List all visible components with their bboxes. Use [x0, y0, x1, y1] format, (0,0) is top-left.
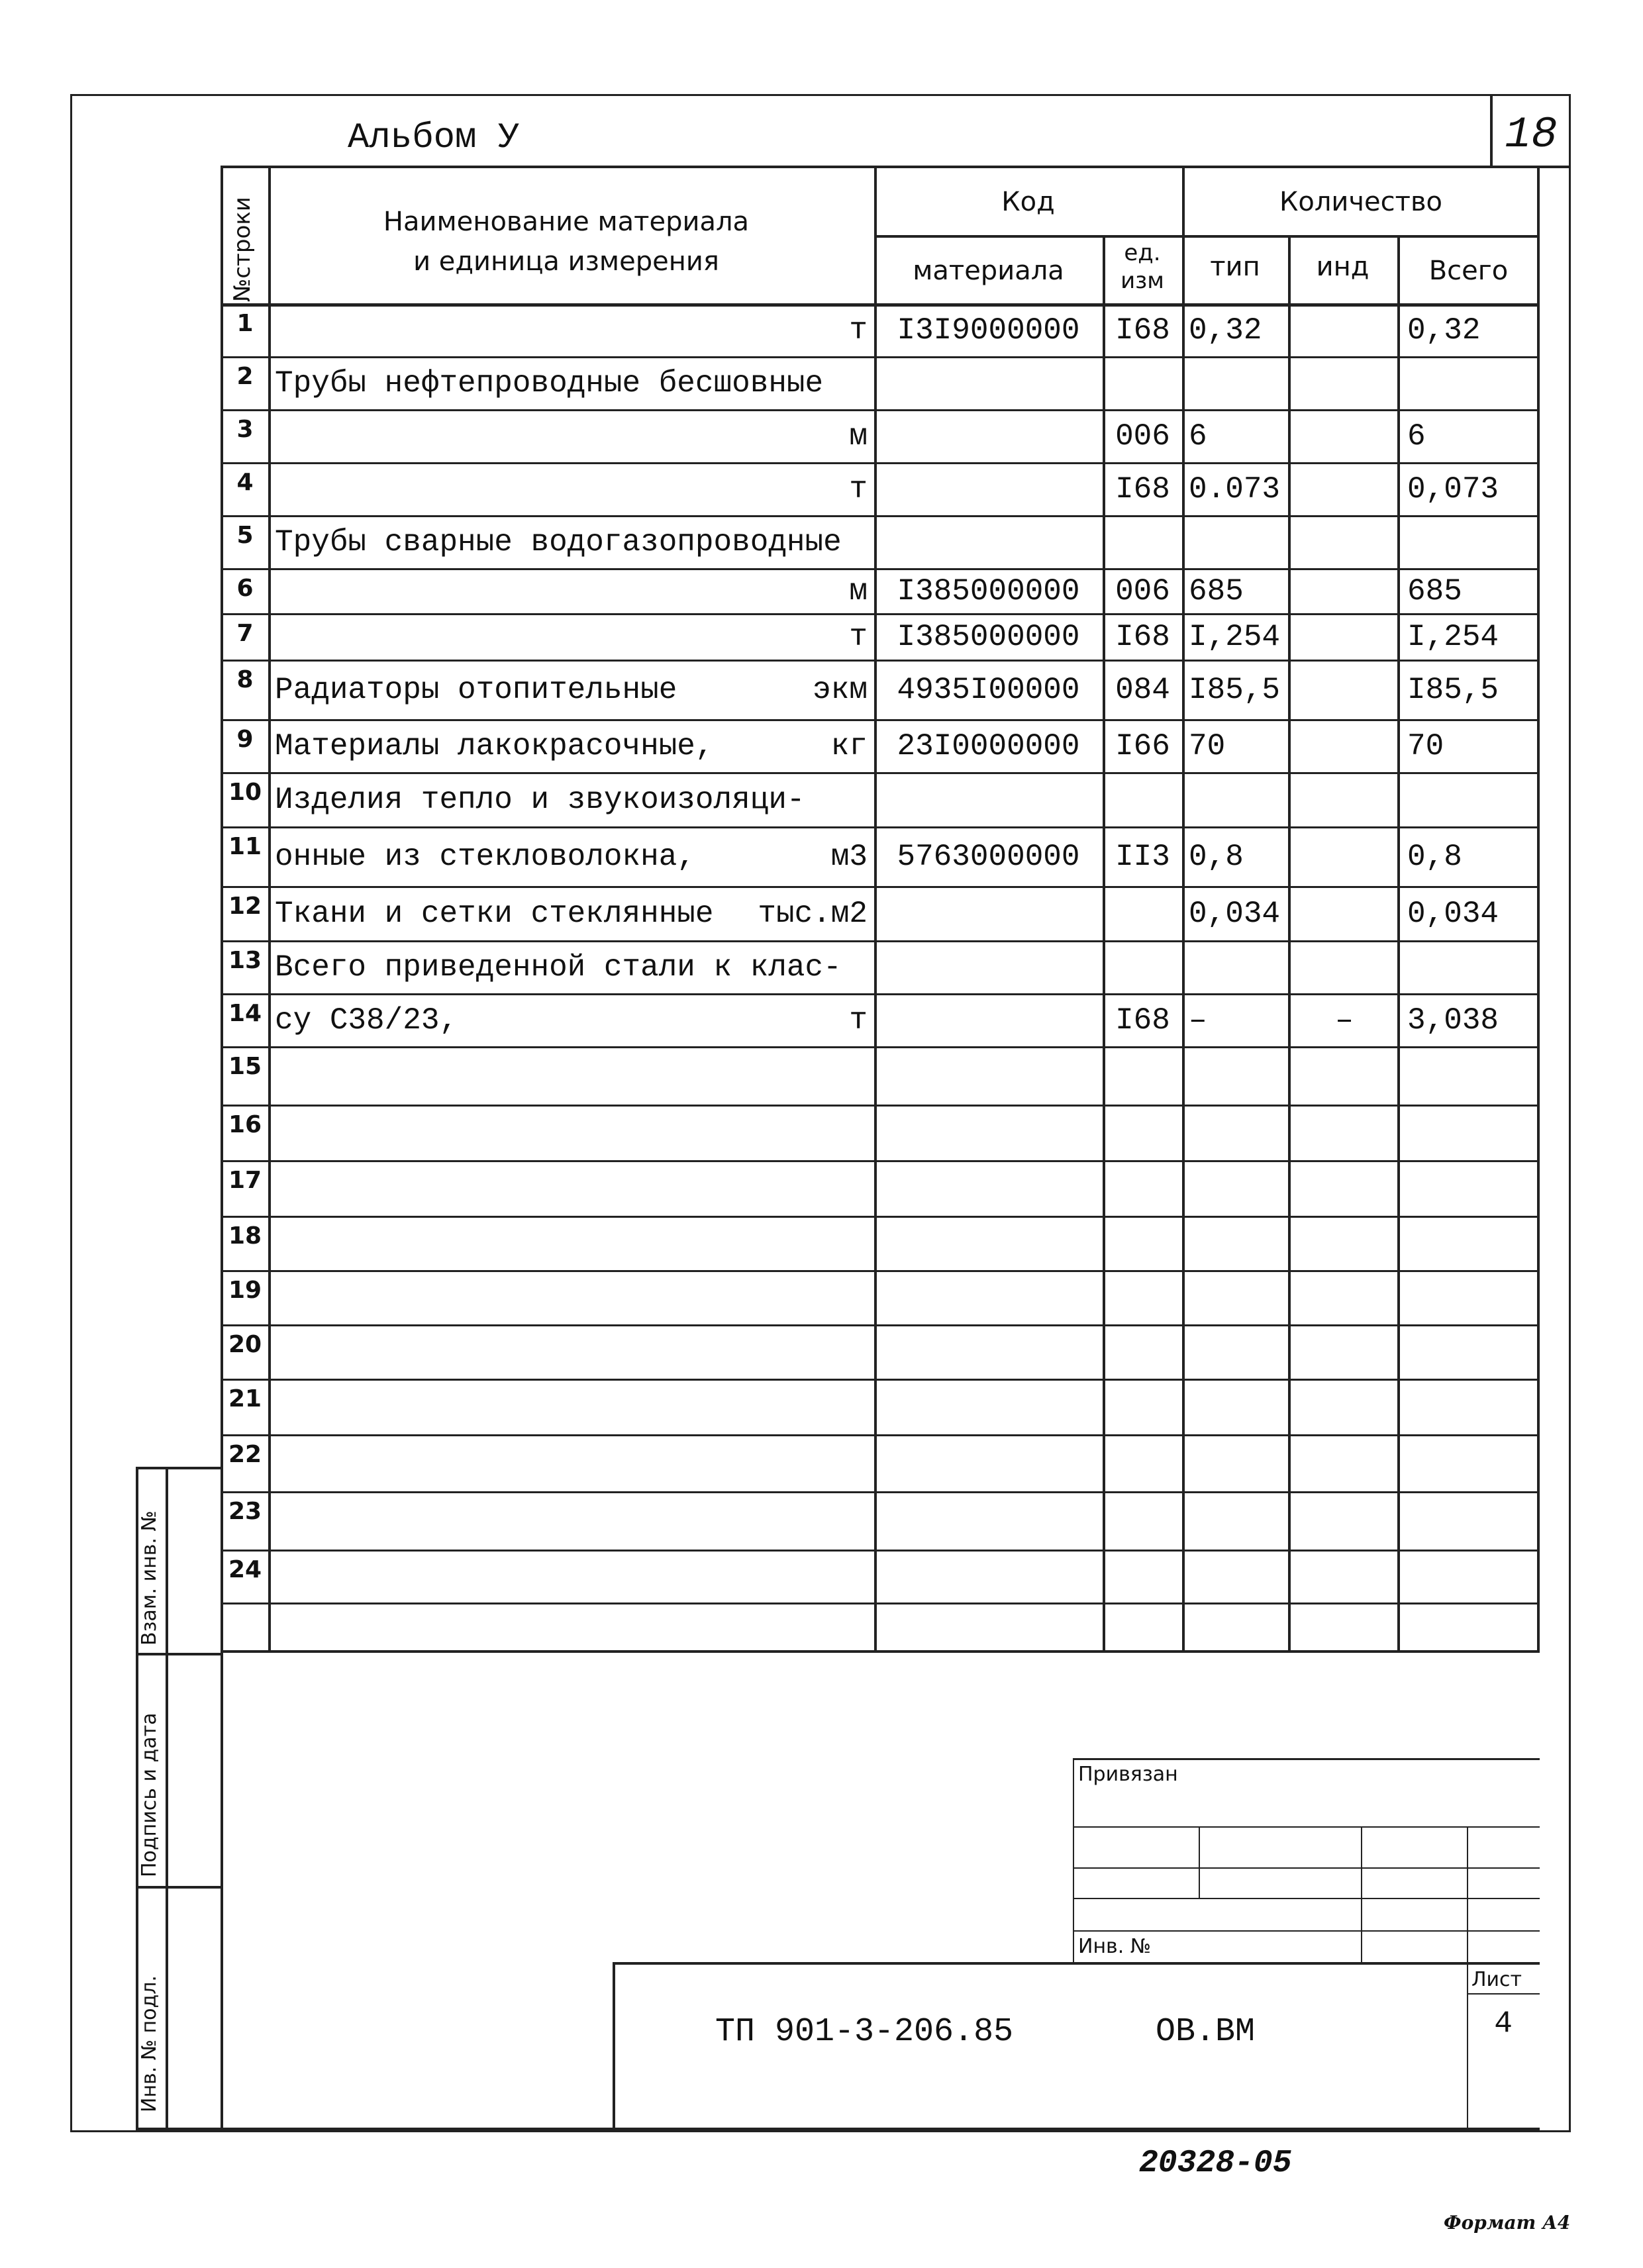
row-number: 3: [236, 416, 254, 443]
row-total: I,254: [1407, 620, 1499, 654]
stamp-div-2: [136, 1886, 222, 1889]
stamp-vzam: Взам. инв. №: [138, 1510, 161, 1646]
row-divider: [221, 1270, 1540, 1272]
row-divider: [221, 1160, 1540, 1162]
tb-line-3: [1073, 1898, 1540, 1899]
header-total: Всего: [1428, 256, 1509, 286]
row-tip: 685: [1189, 574, 1244, 609]
row-divider: [221, 993, 1540, 995]
inventory-number: 20328-05: [1139, 2145, 1292, 2181]
row-tip: I85,5: [1189, 673, 1281, 707]
row-code: 5763000000: [897, 840, 1080, 874]
tb-vline-2: [1361, 1826, 1362, 1962]
row-number: 2: [236, 363, 254, 390]
row-total: 6: [1407, 419, 1426, 454]
row-total: 70: [1407, 729, 1444, 764]
row-unit: т: [849, 620, 868, 654]
row-unit: т: [849, 1003, 868, 1038]
row-number: 24: [228, 1556, 262, 1583]
row-number: 8: [236, 666, 254, 693]
row-divider: [221, 462, 1540, 464]
col-divider-name: [874, 166, 877, 1653]
header-ind: инд: [1316, 252, 1369, 282]
header-type: тип: [1210, 252, 1260, 282]
col-divider-ind: [1397, 235, 1400, 1653]
row-divider: [221, 1105, 1540, 1107]
row-tip: 0.073: [1189, 472, 1281, 507]
row-number: 21: [228, 1385, 262, 1412]
tb-inv-no: Инв. №: [1078, 1935, 1152, 1958]
header-name-line1: Наименование материала: [383, 207, 750, 237]
col-divider-unit: [1182, 166, 1185, 1653]
row-uom: I68: [1115, 313, 1170, 348]
row-tip: 0,8: [1189, 840, 1244, 874]
row-divider: [221, 568, 1540, 570]
header-bottom-line: [221, 303, 1540, 307]
row-unit: экм: [813, 673, 868, 707]
tb-doc-suffix: ОВ.ВМ: [1156, 2013, 1256, 2051]
tb-doc-code: ТП 901-3-206.85: [715, 2013, 1014, 2051]
tb-sheet-no: 4: [1494, 2006, 1513, 2041]
row-name: Всего приведенной стали к клас-: [275, 950, 842, 985]
row-number: 11: [228, 833, 262, 860]
row-uom: I68: [1115, 1003, 1170, 1038]
row-tip: I,254: [1189, 620, 1281, 654]
row-total: 0,32: [1407, 313, 1481, 348]
row-number: 12: [228, 893, 262, 920]
row-tip: 70: [1189, 729, 1226, 764]
row-number: 16: [228, 1111, 262, 1138]
row-number: 17: [228, 1167, 262, 1194]
tb-privyazan-top: [1073, 1758, 1540, 1760]
album-title: Альбом У: [348, 118, 520, 158]
row-number: 19: [228, 1277, 262, 1304]
row-number: 4: [236, 469, 254, 496]
page-number-divider: [1490, 94, 1493, 167]
row-number: 13: [228, 947, 262, 974]
tb-top: [613, 1962, 1540, 1965]
row-name: Изделия тепло и звукоизоляци-: [275, 783, 805, 817]
row-unit: тыс.м2: [758, 897, 868, 931]
tb-vline-1: [1199, 1826, 1200, 1898]
row-unit: м: [849, 574, 868, 609]
header-material: материала: [913, 256, 1064, 286]
row-name: Материалы лакокрасочные,: [275, 729, 714, 764]
row-divider: [221, 719, 1540, 721]
row-total: 685: [1407, 574, 1462, 609]
row-tip: –: [1189, 1003, 1207, 1038]
row-number: 14: [228, 1000, 262, 1027]
stamp-top: [136, 1467, 222, 1469]
tb-sheet-label: Лист: [1471, 1968, 1522, 1991]
row-name: Радиаторы отопительные: [275, 673, 677, 707]
row-divider: [221, 1324, 1540, 1326]
row-divider: [221, 356, 1540, 358]
row-divider: [221, 613, 1540, 615]
header-row-no: №строки: [229, 197, 256, 302]
row-number: 10: [228, 779, 262, 806]
format-label: Формат А4: [1444, 2212, 1571, 2234]
header-code: Код: [1001, 187, 1055, 217]
row-number: 15: [228, 1053, 262, 1080]
row-name: су С38/23,: [275, 1003, 458, 1038]
row-code: I3I9000000: [897, 313, 1080, 348]
row-total: 0,8: [1407, 840, 1462, 874]
row-number: 20: [228, 1331, 262, 1358]
stamp-inv-podl: Инв. № подл.: [138, 1975, 161, 2112]
row-divider: [221, 660, 1540, 662]
row-ind: –: [1335, 1003, 1354, 1038]
row-total: 3,038: [1407, 1003, 1499, 1038]
row-divider: [221, 1491, 1540, 1493]
row-code: I385000000: [897, 620, 1080, 654]
row-unit: м3: [830, 840, 868, 874]
row-unit: т: [849, 313, 868, 348]
tb-left: [613, 1962, 615, 2132]
row-divider: [221, 1379, 1540, 1381]
row-number: 9: [236, 726, 254, 753]
row-divider: [221, 1046, 1540, 1048]
header-unit-line1: ед.: [1124, 240, 1161, 266]
row-number: 18: [228, 1222, 262, 1250]
row-divider: [221, 1216, 1540, 1218]
col-divider-tip: [1288, 235, 1291, 1653]
row-divider: [221, 409, 1540, 411]
row-divider: [221, 886, 1540, 888]
row-unit: м: [849, 419, 868, 454]
row-divider: [221, 826, 1540, 828]
row-unit: т: [849, 472, 868, 507]
header-name-line2: и единица измерения: [413, 246, 719, 277]
row-total: 0,034: [1407, 897, 1499, 931]
row-uom: I68: [1115, 472, 1170, 507]
row-uom: 006: [1115, 419, 1170, 454]
header-quantity: Количество: [1279, 187, 1442, 217]
row-number: 7: [236, 620, 254, 647]
row-uom: 006: [1115, 574, 1170, 609]
row-uom: II3: [1115, 840, 1170, 874]
header-mid-line: [874, 235, 1540, 238]
row-tip: 0,32: [1189, 313, 1262, 348]
row-total: 0,073: [1407, 472, 1499, 507]
stamp-div-1: [136, 1653, 222, 1655]
tb-line-4: [1073, 1930, 1540, 1932]
stamp-podpis: Подпись и дата: [138, 1712, 161, 1877]
row-name: онные из стекловолокна,: [275, 840, 695, 874]
lower-frame-left: [221, 1653, 223, 2132]
row-number: 23: [228, 1498, 262, 1525]
row-uom: I68: [1115, 620, 1170, 654]
row-number: 1: [236, 310, 254, 337]
row-total: I85,5: [1407, 673, 1499, 707]
page-number: 18: [1505, 110, 1558, 160]
row-number: 6: [236, 575, 254, 602]
row-number: 5: [236, 522, 254, 549]
header-unit-line2: изм: [1120, 268, 1164, 294]
tb-bottom: [136, 2128, 1540, 2130]
row-number: 22: [228, 1441, 262, 1468]
row-code: 23I0000000: [897, 729, 1080, 764]
row-divider: [221, 772, 1540, 774]
tb-sheet-line: [1467, 1993, 1540, 1995]
row-unit: кг: [830, 729, 868, 764]
row-uom: I66: [1115, 729, 1170, 764]
row-divider: [221, 1434, 1540, 1436]
row-divider: [221, 1550, 1540, 1552]
row-name: Трубы сварные водогазопроводные: [275, 525, 842, 560]
row-tip: 0,034: [1189, 897, 1281, 931]
tb-line-2: [1073, 1867, 1540, 1869]
col-divider-rowno: [268, 166, 271, 1653]
stamp-col-mid: [166, 1467, 168, 2132]
row-divider: [221, 1602, 1540, 1604]
tb-privyazan: Привязан: [1078, 1763, 1178, 1786]
row-code: 4935I00000: [897, 673, 1080, 707]
tb-vline-3: [1467, 1826, 1468, 2128]
row-tip: 6: [1189, 419, 1207, 454]
row-name: Трубы нефтепроводные бесшовные: [275, 366, 824, 401]
row-uom: 084: [1115, 673, 1170, 707]
tb-line-1: [1073, 1826, 1540, 1828]
row-divider: [221, 940, 1540, 942]
row-name: Ткани и сетки стеклянные: [275, 897, 714, 931]
row-code: I385000000: [897, 574, 1080, 609]
row-divider: [221, 515, 1540, 517]
